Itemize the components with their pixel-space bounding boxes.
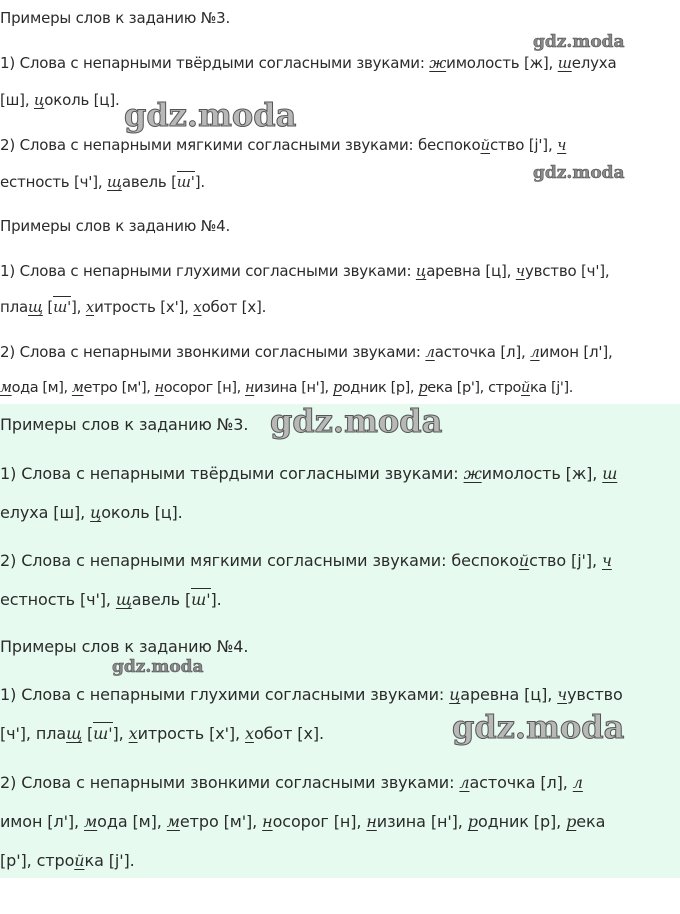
underlined-letter: ч [515,262,525,280]
underlined-letter: ц [33,91,45,109]
paragraph-voiceless-consonants-line-2: [ч'], плащ [ш'], хитрость [х'], хобот [х]. [0,724,324,743]
underlined-letter: р [467,812,478,831]
underlined-letter: х [128,724,138,743]
paragraph-soft-consonants-line-1: 2) Слова с непарными мягкими согласными звуками: беспокойство [j'], ч [0,551,612,570]
section-heading-task-4: Примеры слов к заданию №4. [0,637,249,656]
watermark-logo: gdz.moda [452,708,625,746]
section-heading-task-3: Примеры слов к заданию №3. [0,9,231,27]
paragraph-hard-consonants-line-1: 1) Слова с непарными твёрдыми согласными звуками: жимолость [ж], ш [0,464,618,483]
paragraph-voiceless-consonants-line-1: 1) Слова с непарными глухими согласными звуками: царевна [ц], чувство [0,685,623,704]
underlined-letter: л [425,343,435,361]
underlined-letter: щ [28,298,43,316]
underlined-letter: р [332,380,342,396]
overlined-sound: ш' [176,173,195,191]
underlined-letter: л [572,773,583,792]
paragraph-hard-consonants-line-2: [ш], цоколь [ц]. [0,91,120,109]
underlined-letter: ч [557,136,567,154]
underlined-letter: н [262,812,273,831]
underlined-letter: х [85,298,95,316]
overlined-sound: ш' [93,724,113,743]
watermark-logo: gdz.moda [270,402,443,440]
paragraph-soft-consonants-line-1: 2) Слова с непарными мягкими согласными звуками: беспокойство [j'], ч [0,136,567,154]
underlined-letter: ж [463,464,482,483]
paragraph-voiceless-consonants-line-2: плащ [ш'], хитрость [х'], хобот [х]. [0,298,267,316]
paragraph-voiced-consonants-line-1: 2) Слова с непарными звонкими согласными звуками: ласточка [л], лимон [л'], [0,343,613,361]
underlined-letter: ч [557,685,568,704]
underlined-letter: щ [66,724,83,743]
watermark-logo: gdz.moda [124,96,297,134]
paragraph-soft-consonants-line-2: естность [ч'], щавель [ш']. [0,590,222,609]
paragraph-voiced-consonants-line-2: имон [л'], мода [м], метро [м'], носорог [н], низина [н'], родник [р], река [0,812,606,831]
underlined-letter: х [193,298,202,316]
underlined-letter: н [154,380,164,396]
underlined-letter: м [0,380,12,396]
underlined-letter: р [418,380,428,396]
underlined-letter: ж [429,54,447,72]
paragraph-voiceless-consonants-line-1: 1) Слова с непарными глухими согласными звуками: царевна [ц], чувство [ч'], [0,262,610,280]
underlined-letter: л [459,773,470,792]
underlined-letter: ц [90,503,102,522]
overlined-sound: ш' [53,298,71,316]
underlined-letter: х [245,724,254,743]
underlined-letter: й [521,380,530,396]
watermark-logo: gdz.moda [533,32,625,52]
underlined-letter: н [245,380,255,396]
underlined-letter: р [566,812,577,831]
section-heading-task-3: Примеры слов к заданию №3. [0,415,249,434]
paragraph-voiced-consonants-line-2: мода [м], метро [м'], носорог [н], низина [н'], родник [р], река [р'], стройка [j']. [0,380,573,396]
paragraph-voiced-consonants-line-3: [р'], стройка [j']. [0,851,135,870]
underlined-letter: щ [115,590,132,609]
section-heading-task-4: Примеры слов к заданию №4. [0,217,231,235]
watermark-logo: gdz.moda [112,657,204,677]
underlined-letter: ц [449,685,461,704]
paragraph-soft-consonants-line-2: естность [ч'], щавель [ш']. [0,173,205,191]
underlined-letter: м [166,812,180,831]
underlined-letter: й [74,851,85,870]
underlined-letter: л [530,343,540,361]
overlined-sound: ш' [191,590,211,609]
answer-block-duplicate [0,404,680,878]
underlined-letter: ш [557,54,572,72]
underlined-letter: ш [602,464,618,483]
underlined-letter: й [518,551,530,570]
answer-block-original [0,0,680,404]
underlined-letter: й [480,136,490,154]
paragraph-hard-consonants-line-1: 1) Слова с непарными твёрдыми согласными звуками: жимолость [ж], шелуха [0,54,617,72]
paragraph-voiced-consonants-line-1: 2) Слова с непарными звонкими согласными звуками: ласточка [л], л [0,773,583,792]
watermark-logo: gdz.moda [533,163,625,183]
underlined-letter: ч [601,551,612,570]
paragraph-hard-consonants-line-2: елуха [ш], цоколь [ц]. [0,503,183,522]
underlined-letter: м [71,380,84,396]
underlined-letter: н [366,812,377,831]
underlined-letter: м [84,812,98,831]
underlined-letter: ц [415,262,427,280]
underlined-letter: щ [107,173,122,191]
